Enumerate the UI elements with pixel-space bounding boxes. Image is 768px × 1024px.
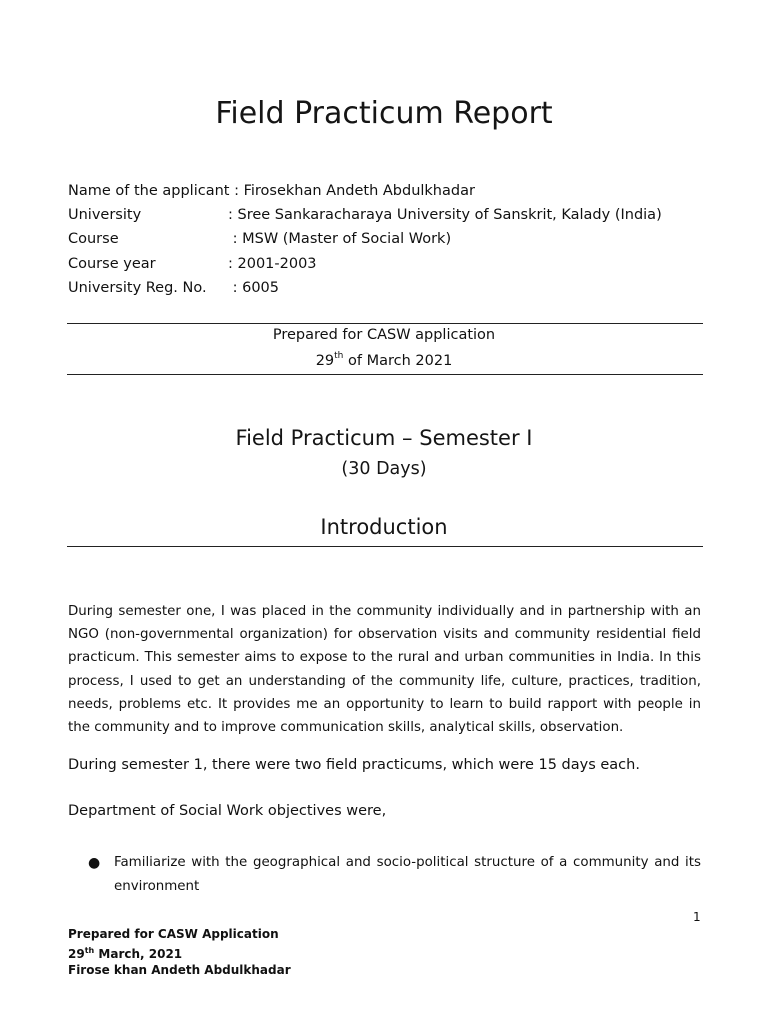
info-value: : 6005	[228, 279, 280, 296]
info-value: : 2001-2003	[228, 255, 317, 272]
introduction-divider	[67, 546, 703, 547]
footer-line: Prepared for CASW Application	[68, 927, 279, 941]
prepared-for: Prepared for CASW application	[272, 327, 496, 343]
info-label: Course year	[68, 255, 156, 272]
info-label: University	[68, 207, 142, 224]
info-label: Course	[68, 231, 119, 248]
list-item-text: Familiarize with the geographical and socio-political structure of a community and its environment	[114, 855, 701, 894]
applicant-info	[68, 179, 662, 300]
page-footer	[68, 926, 291, 979]
info-row-reg-no	[68, 276, 662, 300]
semester-summary: During semester 1, there were two field practicums, which were 15 days each.	[68, 757, 640, 773]
info-value: : Sree Sankaracharaya University of Sanskrit, Kalady (India)	[228, 207, 662, 224]
info-label: Name of the applicant	[68, 183, 230, 199]
info-label: University Reg. No.	[68, 279, 207, 296]
document-title: Field Practicum Report	[215, 96, 553, 131]
section-heading: Field Practicum – Semester I	[235, 426, 533, 450]
section-subheading: (30 Days)	[341, 459, 427, 479]
introduction-paragraph: During semester one, I was placed in the community individually and in partnership with an NGO (non-governmental organization) for observation visits and community residential field practicum. This semester aims to expose to the rural and urban communities in India. In this process, I used to get an understanding of the community life, culture, practices, tradition, needs, problems etc. It provides me an opportunity to learn to build rapport with people in the community and to improve communication skills, analytical skills, observation.	[68, 604, 701, 736]
footer-author: Firose khan Andeth Abdulkhadar	[68, 963, 291, 977]
divider-top	[67, 323, 703, 324]
page-number: 1	[693, 910, 701, 924]
divider-bottom	[67, 374, 703, 375]
introduction-heading: Introduction	[320, 515, 448, 539]
prepared-date: 29th of March 2021	[315, 351, 453, 369]
info-row-course-year	[68, 252, 662, 276]
bullet-icon: ●	[88, 855, 101, 871]
objectives-heading: Department of Social Work objectives were,	[68, 803, 387, 819]
list-item	[88, 851, 701, 899]
info-row-university	[68, 203, 662, 227]
footer-date: 29th March, 2021	[68, 945, 183, 961]
info-row-course	[68, 227, 662, 251]
info-value: : MSW (Master of Social Work)	[228, 231, 452, 248]
info-row-name	[68, 179, 662, 203]
info-value: : Firosekhan Andeth Abdulkhadar	[234, 183, 475, 199]
